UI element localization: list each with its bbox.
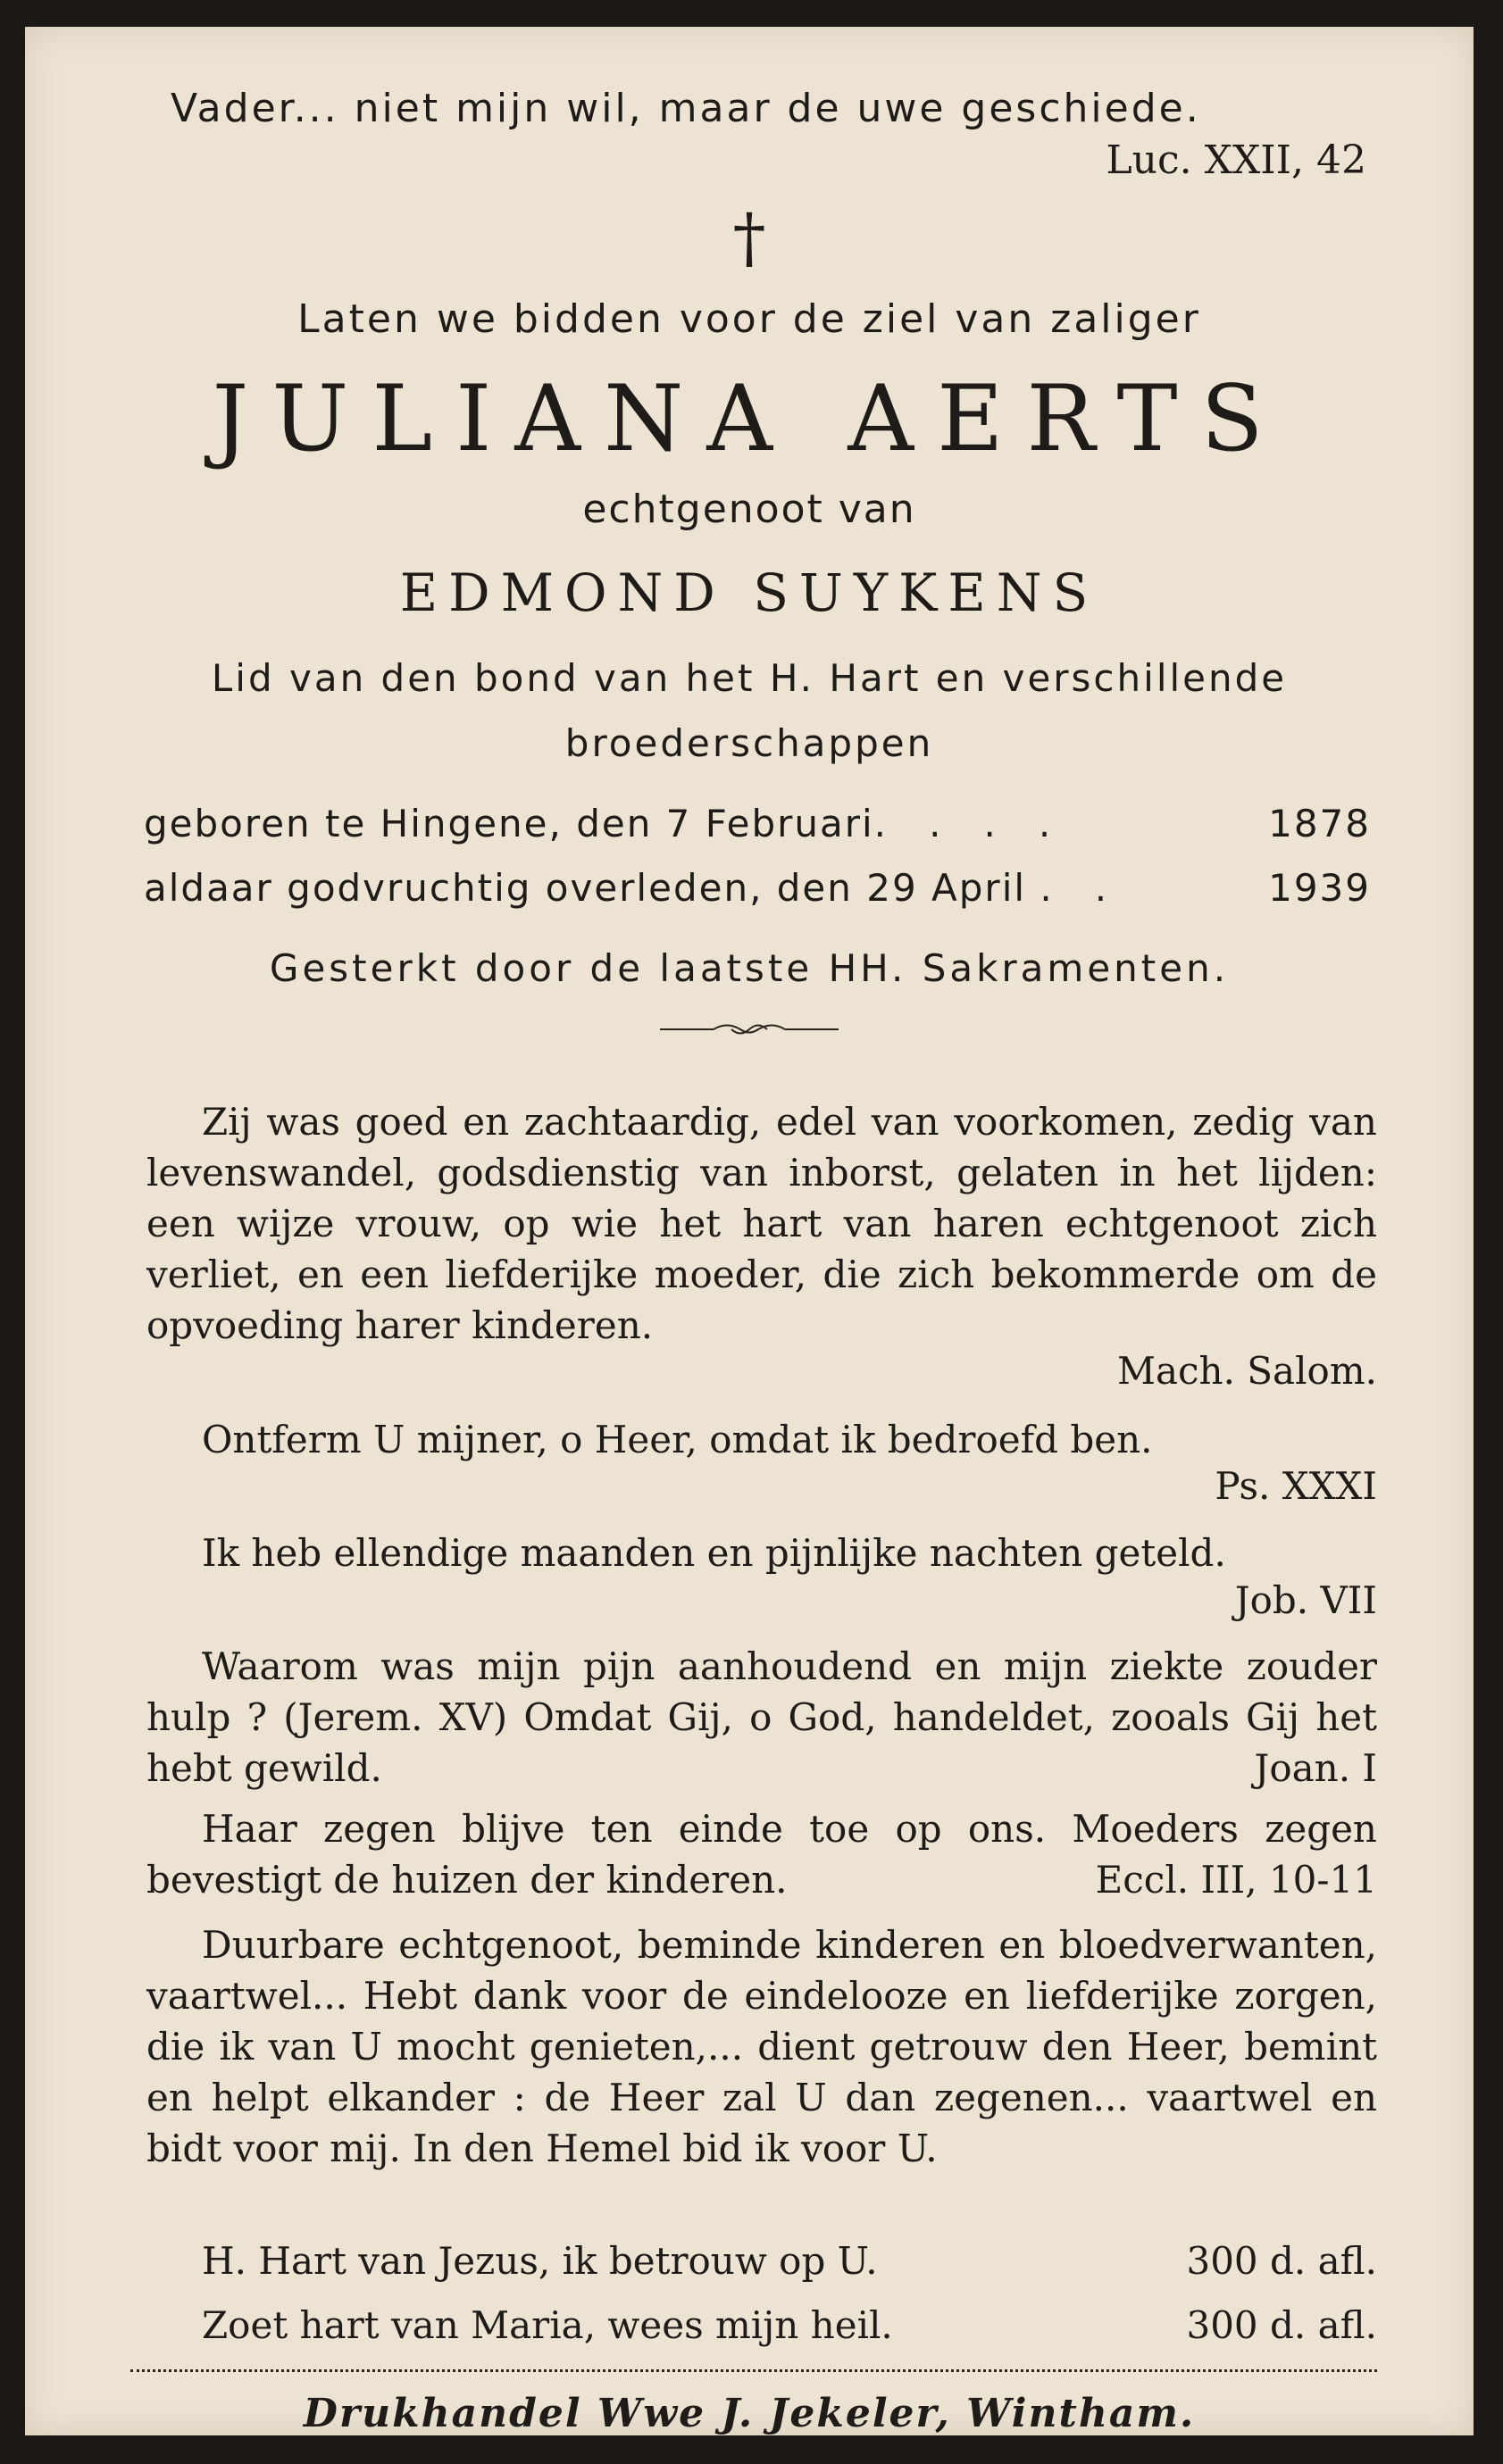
membership-line-1: Lid van den bond van het H. Hart en verschillende [211,656,1288,700]
paragraph-psalm-reference: Ps. XXXI [1215,1464,1377,1508]
dotted-divider [130,2369,1377,2372]
opening-verse: Vader... niet mijn wil, maar de uwe geschiede. [171,86,1201,131]
memorial-card [25,27,1474,2435]
death-line [144,866,1371,910]
membership-line-2: broederschappen [564,721,934,765]
paragraph-psalm: Ontferm U mijner, o Heer, omdat ik bedroefd ben. [202,1418,1153,1461]
death-text: aldaar godvruchtig overleden, den 29 April . . [144,866,1109,910]
paragraph-blessing-reference: Eccl. III, 10-11 [1095,1858,1377,1902]
paragraph-character-reference: Mach. Salom. [1116,1349,1377,1393]
spouse-name: EDMOND SUYKENS [399,562,1099,623]
ornament-divider-icon [25,1020,1474,1043]
birth-year: 1878 [1268,802,1371,845]
paragraph-pain-text: Waarom was mijn pijn aanhoudend en mijn ziekte zouder hulp ? (Jerem. XV) Omdat Gij, o God, handeldet, zooals Gij het hebt gewild. [146,1644,1377,1790]
birth-text: geboren te Hingene, den 7 Februari. . . . [144,802,1053,845]
paragraph-pain [146,1641,1377,1794]
prayer-indulgence: 300 d. afl. [1186,2303,1377,2347]
cross-icon: † [732,200,766,277]
death-year: 1939 [1268,866,1371,910]
deceased-name: JULIANA AERTS [212,366,1287,472]
paragraph-character: Zij was goed en zachtaardig, edel van voorkomen, zedig van levenswandel, godsdienstig van inborst, gelaten in het lijden: een wijze vrouw, op wie het hart van haren echtgenoot zich verliet, en een liefderijke moeder, die zich bekommerde om de opvoeding harer kinderen. [146,1100,1377,1347]
sacraments-line: Gesterkt door de laatste HH. Sakramenten. [269,946,1230,990]
relation-text: echtgenoot van [582,487,916,532]
prayer-text: H. Hart van Jezus, ik betrouw op U. [202,2239,878,2283]
printer-credit: Drukhandel Wwe J. Jekeler, Wintham. [303,2391,1196,2436]
paragraph-farewell: Duurbare echtgenoot, beminde kinderen en bloedverwanten, vaartwel... Hebt dank voor de eindelooze en liefderijke zorgen, die ik van U mocht genieten,... dient getrouw den Heer, bemint en helpt elkander : de Heer zal U dan zegenen... vaartwel en bidt voor mij. In den Hemel bid ik voor U. [146,1923,1377,2170]
opening-verse-reference: Luc. XXII, 42 [1106,137,1366,183]
prayer-line [202,2239,1377,2283]
paragraph-blessing [146,1803,1377,1905]
paragraph-pain-reference: Joan. I [1254,1746,1377,1790]
paragraph-job-reference: Job. VII [1234,1578,1377,1622]
prayer-text: Zoet hart van Maria, wees mijn heil. [202,2303,893,2347]
prayer-intro: Laten we bidden voor de ziel van zaliger [297,296,1201,342]
birth-line [144,802,1371,845]
prayer-line [202,2303,1377,2347]
prayer-indulgence: 300 d. afl. [1186,2239,1377,2283]
paragraph-job: Ik heb ellendige maanden en pijnlijke nachten geteld. [202,1531,1226,1575]
paragraph-blessing-text: Haar zegen blijve ten einde toe op ons. Moeders zegen bevestigt de huizen der kinderen. [146,1807,1377,1902]
